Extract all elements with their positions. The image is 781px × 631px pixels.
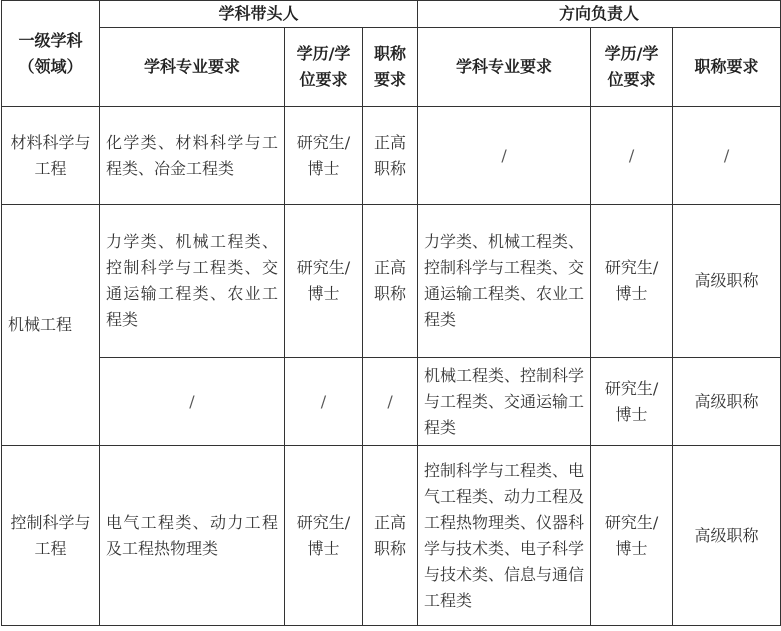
director-title-cell: 高级职称 [673, 205, 781, 358]
table-row [2, 107, 781, 205]
header-row-1 [2, 1, 781, 28]
leader-title-cell: / [363, 358, 418, 446]
table-row [2, 358, 781, 446]
director-title-cell: 高级职称 [673, 358, 781, 446]
table-row [2, 446, 781, 626]
header-director-title: 职称要求 [673, 28, 781, 107]
leader-degree-cell: / [285, 358, 363, 446]
director-major-cell: 控制科学与工程类、电气工程类、动力工程及工程热物理类、仪器科学与技术类、电子科学与技术类、信息与通信工程类 [418, 446, 591, 626]
header-group-leader: 学科带头人 [100, 1, 418, 28]
header-director-degree: 学历/学位要求 [591, 28, 673, 107]
leader-title-cell: 正高职称 [363, 107, 418, 205]
leader-title-cell: 正高职称 [363, 446, 418, 626]
header-leader-title: 职称要求 [363, 28, 418, 107]
director-degree-cell: 研究生/博士 [591, 205, 673, 358]
discipline-cell: 机械工程 [2, 205, 100, 446]
leader-major-cell: 化学类、材料科学与工程类、冶金工程类 [100, 107, 285, 205]
director-degree-cell: 研究生/博士 [591, 358, 673, 446]
header-row-2 [2, 28, 781, 107]
header-leader-major: 学科专业要求 [100, 28, 285, 107]
leader-degree-cell: 研究生/博士 [285, 107, 363, 205]
header-discipline: 一级学科（领域） [2, 1, 100, 107]
leader-degree-cell: 研究生/博士 [285, 205, 363, 358]
discipline-cell: 材料科学与工程 [2, 107, 100, 205]
discipline-cell: 控制科学与工程 [2, 446, 100, 626]
director-major-cell: 机械工程类、控制科学与工程类、交通运输工程类 [418, 358, 591, 446]
leader-major-cell: 力学类、机械工程类、控制科学与工程类、交通运输工程类、农业工程类 [100, 205, 285, 358]
director-degree-cell: 研究生/博士 [591, 446, 673, 626]
director-title-cell: 高级职称 [673, 446, 781, 626]
director-title-cell: / [673, 107, 781, 205]
leader-major-cell: / [100, 358, 285, 446]
director-degree-cell: / [591, 107, 673, 205]
director-major-cell: / [418, 107, 591, 205]
table-row [2, 205, 781, 358]
leader-degree-cell: 研究生/博士 [285, 446, 363, 626]
header-leader-degree: 学历/学位要求 [285, 28, 363, 107]
header-director-major: 学科专业要求 [418, 28, 591, 107]
requirements-table [1, 0, 781, 626]
header-group-director: 方向负责人 [418, 1, 781, 28]
leader-major-cell: 电气工程类、动力工程及工程热物理类 [100, 446, 285, 626]
leader-title-cell: 正高职称 [363, 205, 418, 358]
director-major-cell: 力学类、机械工程类、控制科学与工程类、交通运输工程类、农业工程类 [418, 205, 591, 358]
